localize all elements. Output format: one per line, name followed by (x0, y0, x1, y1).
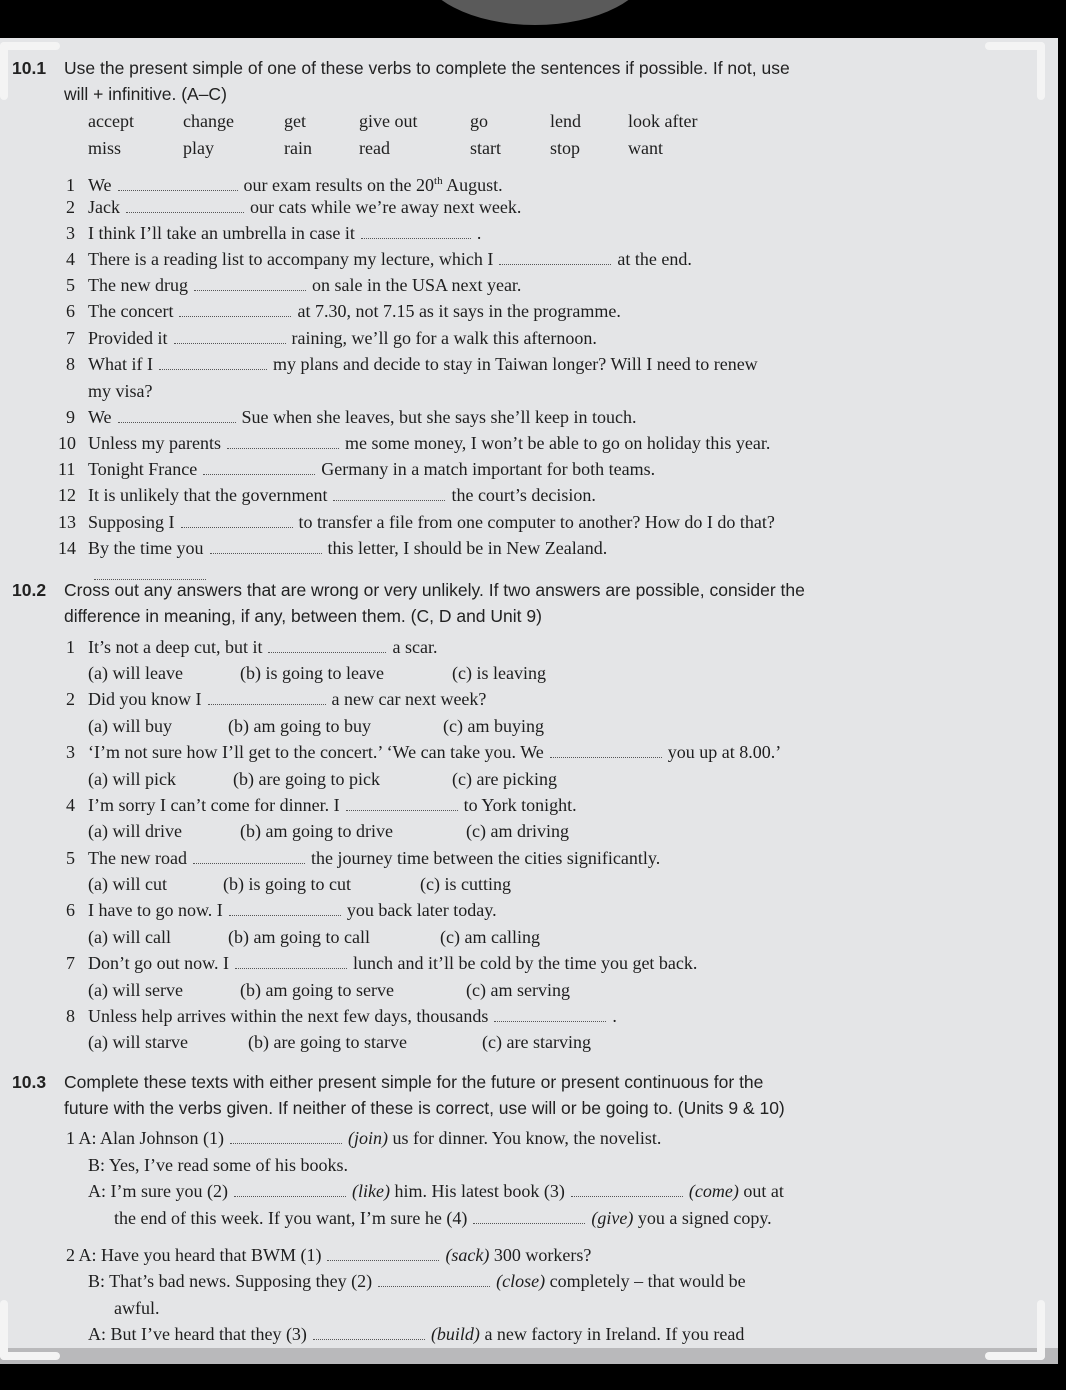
answer-option[interactable]: (b) am going to buy (228, 716, 371, 736)
answer-option[interactable]: (a) will leave (88, 663, 183, 683)
word: want (628, 138, 663, 158)
question-item: 3 ‘I’m not sure how I’ll get to the concert.’ ‘We can take you. We you up at 8.00.’ (66, 742, 782, 762)
question-item: 7 Don’t go out now. I lunch and it’ll be cold by the time you get back. (66, 953, 698, 973)
answer-blank[interactable] (346, 796, 458, 811)
answer-blank[interactable] (179, 302, 291, 317)
instruction-line: Cross out any answers that are wrong or very unlikely. If two answers are possible, consider the (64, 580, 805, 600)
answer-option[interactable]: (a) will starve (88, 1032, 188, 1052)
answer-blank[interactable] (230, 1129, 342, 1144)
instruction-line: difference in meaning, if any, between them. (C, D and Unit 9) (64, 606, 542, 626)
exercise-number: 10.2 (12, 580, 47, 600)
answer-option[interactable]: (c) are starving (482, 1032, 591, 1052)
dialogue-line: the end of this week. If you want, I’m sure he (4) (give) you a signed copy. (114, 1208, 772, 1228)
sentence-item: 7 Provided it raining, we’ll go for a walk this afternoon. (66, 328, 597, 348)
exercise-number: 10.3 (12, 1072, 47, 1092)
answer-option[interactable]: (b) is going to cut (223, 874, 351, 894)
word: read (359, 138, 390, 158)
answer-blank[interactable] (571, 1182, 683, 1197)
answer-blank[interactable] (118, 176, 238, 191)
question-item: 4 I’m sorry I can’t come for dinner. I to York tonight. (66, 795, 577, 815)
answer-option[interactable]: (a) will call (88, 927, 171, 947)
sentence-item: 2 Jack our cats while we’re away next week. (66, 197, 522, 217)
answer-blank[interactable] (361, 224, 471, 239)
sentence-item: 8 What if I my plans and decide to stay in Taiwan longer? Will I need to renew (66, 354, 758, 374)
word: get (284, 111, 306, 131)
answer-blank[interactable] (194, 276, 306, 291)
answer-blank[interactable] (203, 460, 315, 475)
word: go (470, 111, 488, 131)
answer-blank[interactable] (174, 329, 286, 344)
sentence-item: 3 I think I’ll take an umbrella in case it . (66, 223, 482, 243)
question-item: 6 I have to go now. I you back later today. (66, 900, 497, 920)
answer-option[interactable]: (b) are going to pick (233, 769, 380, 789)
dialogue-line: A: I’m sure you (2) (like) him. His latest book (3) (come) out at (88, 1181, 784, 1201)
answer-option[interactable]: (b) are going to starve (248, 1032, 407, 1052)
question-item: 1 It’s not a deep cut, but it a scar. (66, 637, 438, 657)
answer-blank[interactable] (333, 486, 445, 501)
answer-blank[interactable] (126, 198, 244, 213)
instruction-line: Complete these texts with either present simple for the future or present continuous for the (64, 1072, 764, 1092)
answer-blank[interactable] (550, 743, 662, 758)
word: lend (550, 111, 581, 131)
question-item: 8 Unless help arrives within the next few days, thousands . (66, 1006, 617, 1026)
dialogue-line: awful. (114, 1298, 160, 1318)
dialogue-line: A: But I’ve heard that they (3) (build) a new factory in Ireland. If you read (88, 1324, 745, 1344)
question-item: 2 Did you know I a new car next week? (66, 689, 487, 709)
word: rain (284, 138, 312, 158)
sentence-item: 14 By the time you this letter, I should be in New Zealand. (58, 538, 608, 558)
textbook-page (0, 38, 1058, 1363)
word: start (470, 138, 501, 158)
answer-option[interactable]: (c) am serving (466, 980, 570, 1000)
sentence-item: 1 We our exam results on the 20th August. (66, 175, 503, 195)
dialogue-line: B: That’s bad news. Supposing they (2) (close) completely – that would be (88, 1271, 746, 1291)
exercise-number: 10.1 (12, 58, 47, 78)
answer-option[interactable]: (c) is cutting (420, 874, 511, 894)
answer-blank[interactable] (313, 1325, 425, 1340)
word: change (183, 111, 234, 131)
word: play (183, 138, 214, 158)
answer-blank[interactable] (499, 250, 611, 265)
answer-blank[interactable] (118, 408, 236, 423)
question-item: 5 The new road the journey time between the cities significantly. (66, 848, 661, 868)
sentence-item: 12 It is unlikely that the government the court’s decision. (58, 485, 596, 505)
answer-blank[interactable] (159, 355, 267, 370)
sentence-item: 13 Supposing I to transfer a file from one computer to another? How do I do that? (58, 512, 775, 532)
word: stop (550, 138, 581, 158)
answer-option[interactable]: (b) am going to serve (240, 980, 394, 1000)
camera-notch (420, 0, 650, 25)
answer-option[interactable]: (b) am going to drive (240, 821, 393, 841)
answer-blank[interactable] (378, 1272, 490, 1287)
word: accept (88, 111, 134, 131)
sentence-continuation: my visa? (88, 381, 153, 401)
answer-option[interactable]: (a) will serve (88, 980, 183, 1000)
instruction-line: Use the present simple of one of these verbs to complete the sentences if possible. If not, use (64, 58, 790, 78)
word: look after (628, 111, 698, 131)
answer-blank[interactable] (181, 513, 293, 528)
answer-option[interactable]: (a) will drive (88, 821, 182, 841)
sentence-item: 6 The concert at 7.30, not 7.15 as it says in the programme. (66, 301, 621, 321)
sentence-item: 11 Tonight France Germany in a match important for both teams. (58, 459, 656, 479)
answer-option[interactable]: (a) will cut (88, 874, 167, 894)
answer-option[interactable]: (c) am calling (440, 927, 540, 947)
word: give out (359, 111, 418, 131)
word: miss (88, 138, 122, 158)
answer-option[interactable]: (c) is leaving (452, 663, 546, 683)
answer-option[interactable]: (c) am buying (443, 716, 544, 736)
answer-option[interactable]: (c) am driving (466, 821, 569, 841)
answer-option[interactable]: (a) will pick (88, 769, 176, 789)
answer-blank[interactable] (235, 954, 347, 969)
instruction-line: will + infinitive. (A–C) (64, 84, 227, 104)
answer-blank[interactable] (473, 1209, 585, 1224)
answer-blank[interactable] (227, 434, 339, 449)
answer-option[interactable]: (a) will buy (88, 716, 172, 736)
answer-blank[interactable] (327, 1246, 439, 1261)
answer-blank[interactable] (208, 690, 326, 705)
sentence-item: 10 Unless my parents me some money, I won’t be able to go on holiday this year. (58, 433, 771, 453)
answer-blank[interactable] (210, 539, 322, 554)
sentence-item: 5 The new drug on sale in the USA next year. (66, 275, 522, 295)
dialogue-line: B: Yes, I’ve read some of his books. (88, 1155, 348, 1175)
dialogue-line: 1 A: Alan Johnson (1) (join) us for dinner. You know, the novelist. (66, 1128, 662, 1148)
answer-blank[interactable] (193, 849, 305, 864)
answer-blank[interactable] (494, 1007, 606, 1022)
dialogue-line: 2 A: Have you heard that BWM (1) (sack) 300 workers? (66, 1245, 592, 1265)
answer-blank[interactable] (268, 638, 386, 653)
answer-blank[interactable] (234, 1182, 346, 1197)
answer-option[interactable]: (b) is going to leave (240, 663, 384, 683)
instruction-line: future with the verbs given. If neither of these is correct, use will or be going to. (Units 9 & 10) (64, 1098, 785, 1118)
sentence-item: 9 We Sue when she leaves, but she says she’ll keep in touch. (66, 407, 637, 427)
page-bottom-edge (0, 1348, 1058, 1364)
answer-blank[interactable] (229, 901, 341, 916)
answer-option[interactable]: (c) are picking (452, 769, 557, 789)
sentence-item: 4 There is a reading list to accompany my lecture, which I at the end. (66, 249, 692, 269)
answer-option[interactable]: (b) am going to call (228, 927, 370, 947)
